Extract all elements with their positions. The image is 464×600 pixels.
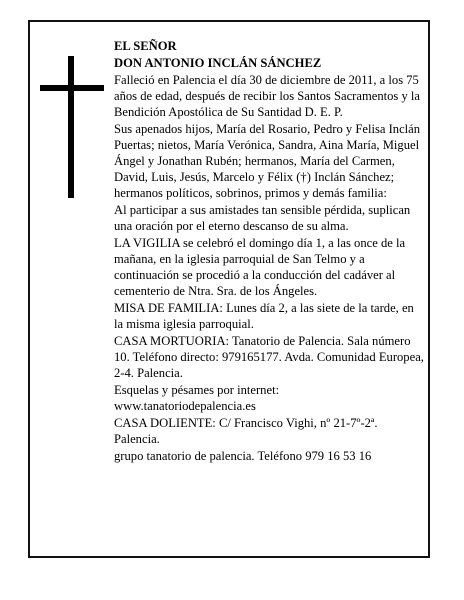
prayer-request: Al participar a sus amistades tan sensible pérdida, suplican una oración por el eterno descanso de su alma. (114, 203, 411, 233)
heading: EL SEÑOR (114, 39, 177, 53)
vigil-notice: LA VIGILIA se celebró el domingo día 1, a las once de la mañana, en la iglesia parroquial de San Telmo y a continuación se procedió a la conducción del cadáver al cementerio de Ntra. Sra. de los Ángeles. (114, 236, 406, 298)
mourning-house: CASA DOLIENTE: C/ Francisco Vighi, nº 21-7º-2ª. Palencia. (114, 416, 378, 446)
cross-vertical-bar (68, 56, 74, 198)
cross-icon (40, 56, 104, 198)
condolences-link: Esquelas y pésames por internet: www.tanatoriodepalencia.es (114, 383, 280, 413)
footer-contact: grupo tanatorio de palencia. Teléfono 979 16 53 16 (114, 449, 372, 463)
funeral-home: CASA MORTUORIA: Tanatorio de Palencia. Sala número 10. Teléfono directo: 979165177. Avda. Comunidad Europea, 2-4. Palencia. (114, 334, 424, 380)
obituary-text (114, 38, 424, 465)
family-list: Sus apenados hijos, María del Rosario, Pedro y Felisa Inclán Puertas; nietos, María Verónica, Sandra, Aina María, Miguel Ángel y Jonathan Rubén; hermanos, María del Carmen, David, Luis, Jesús, Marcelo y Félix (†) Inclán Sánchez; hermanos políticos, sobrinos, primos y demás familia: (114, 122, 421, 200)
family-mass: MISA DE FAMILIA: Lunes día 2, a las siete de la tarde, en la misma iglesia parroquial. (114, 301, 414, 331)
death-notice: Falleció en Palencia el día 30 de diciembre de 2011, a los 75 años de edad, después de recibir los Santos Sacramentos y la Bendición Apostólica de Su Santidad D. E. P. (114, 73, 421, 119)
deceased-name: DON ANTONIO INCLÁN SÁNCHEZ (114, 56, 322, 70)
cross-horizontal-bar (40, 85, 104, 91)
